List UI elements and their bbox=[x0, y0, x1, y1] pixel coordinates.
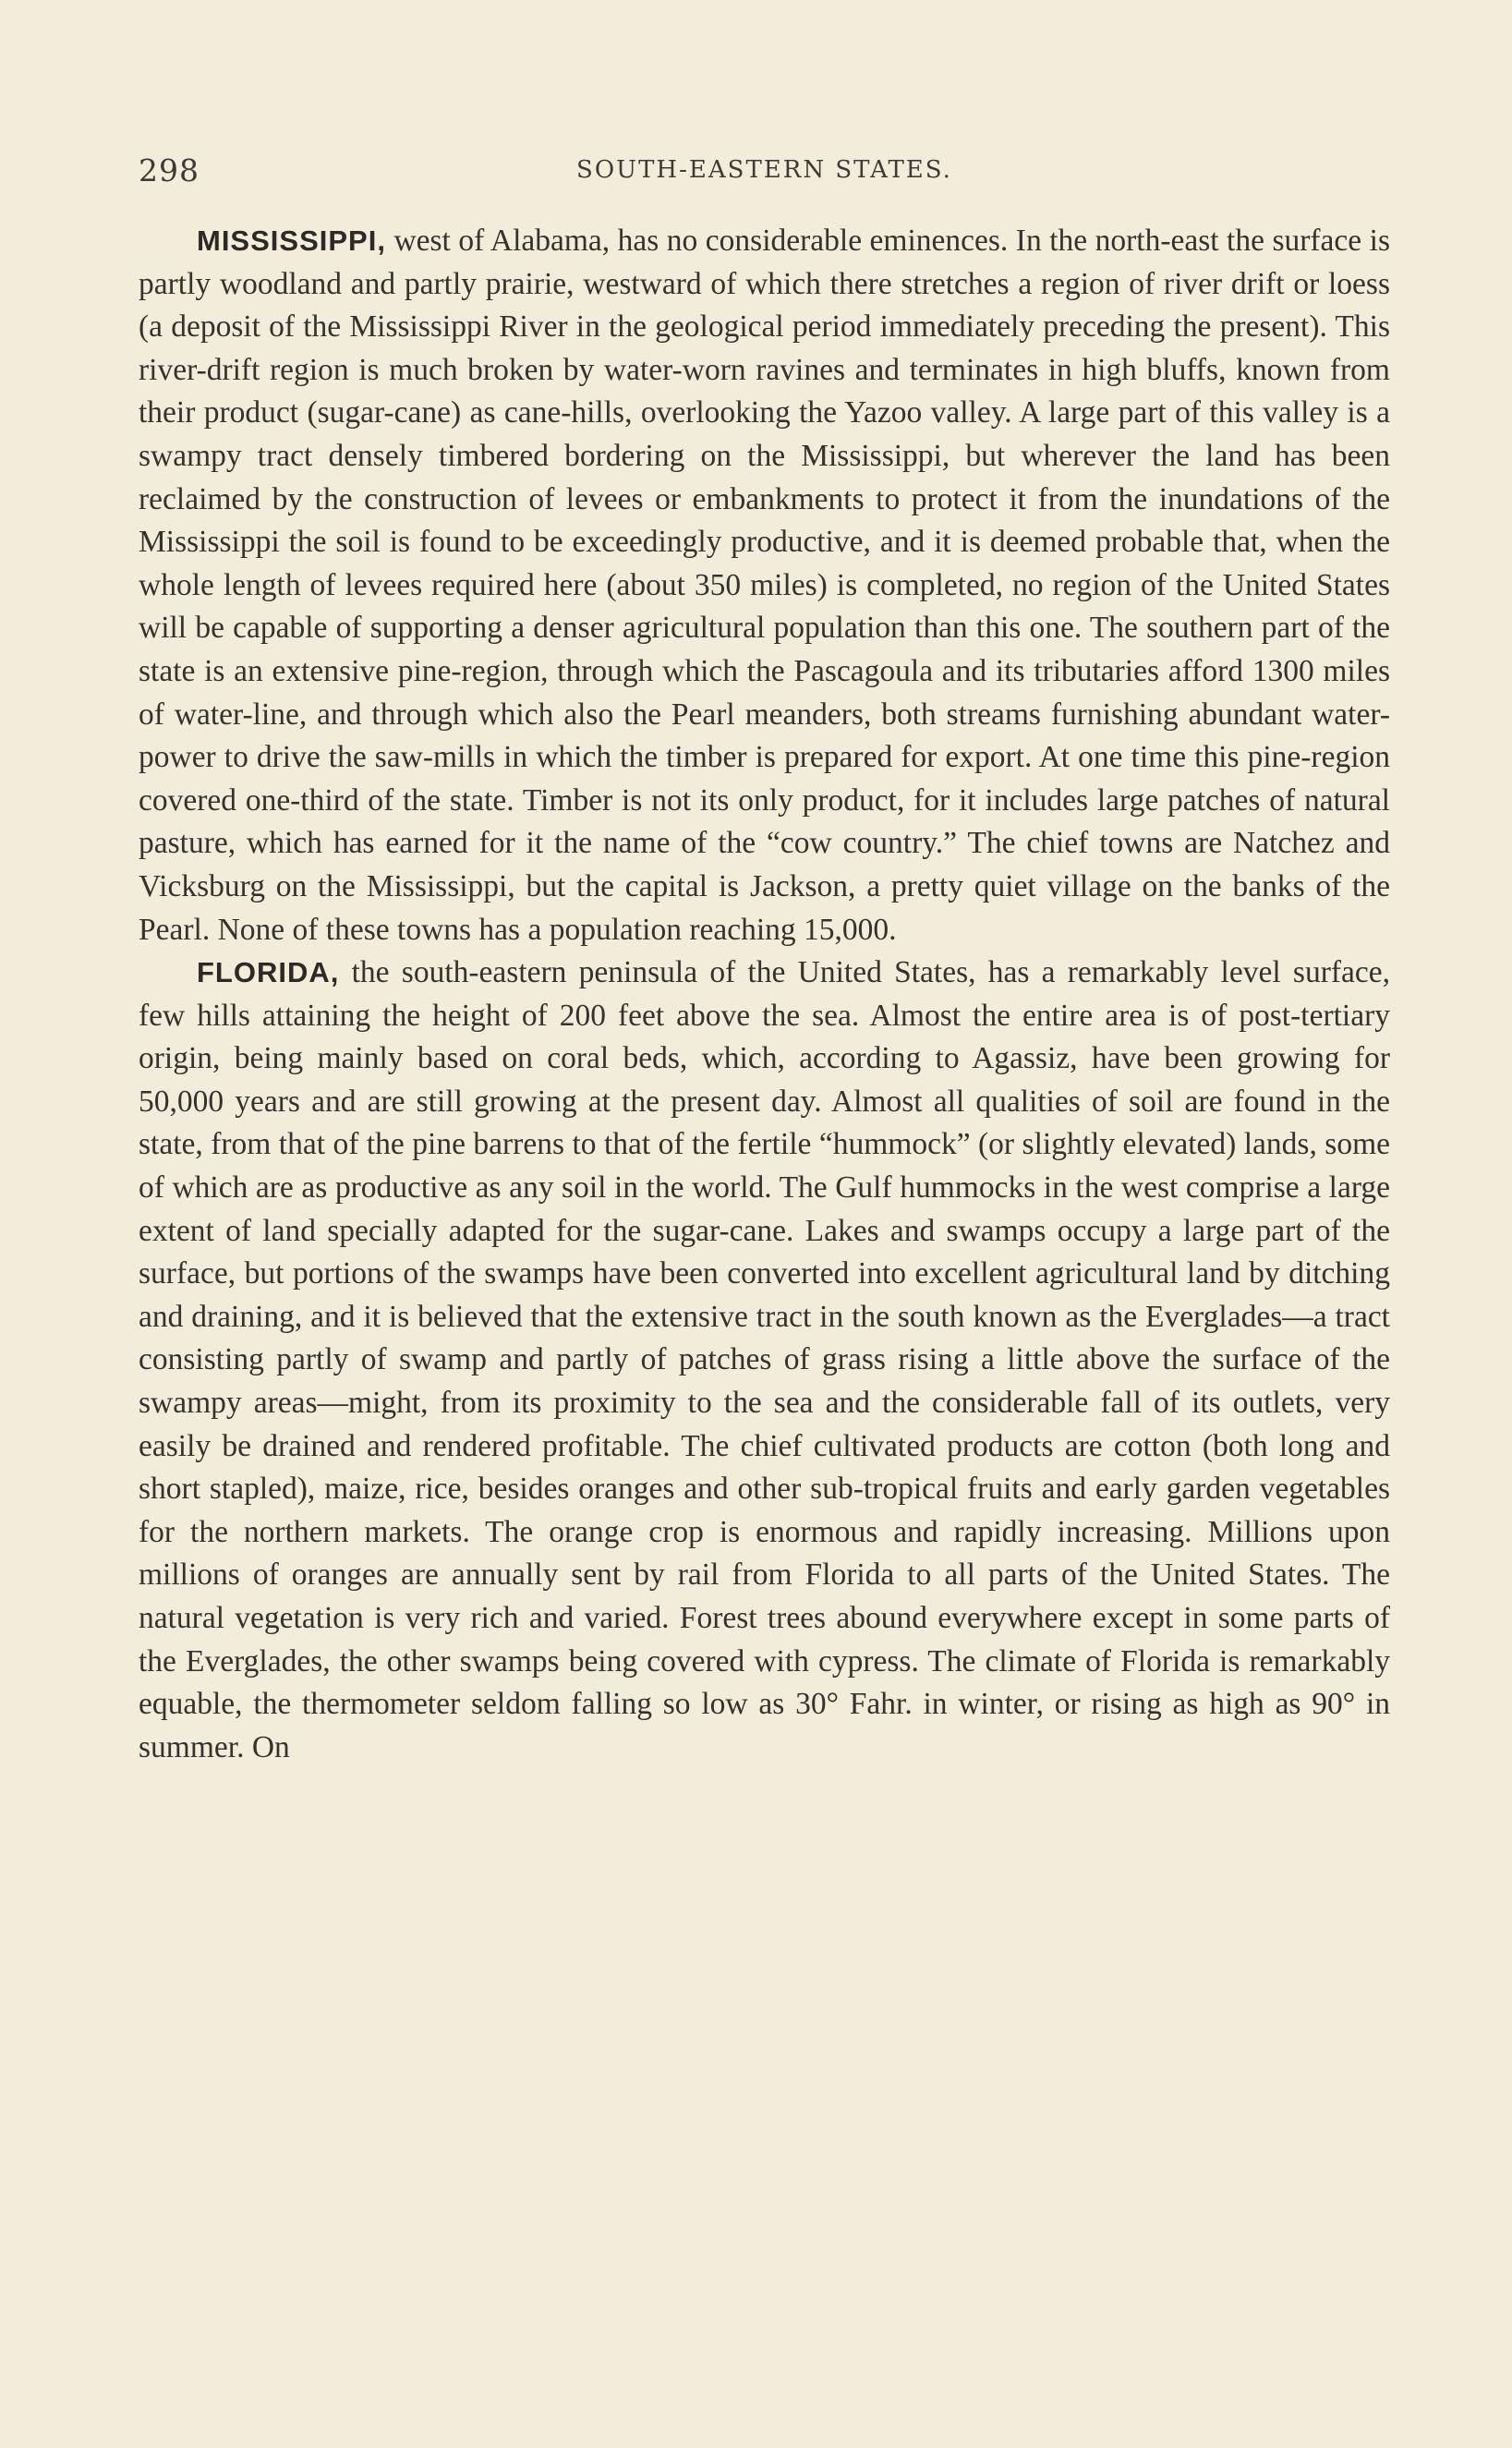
paragraph-text: the south-eastern peninsula of the United States, has a remarkably level surface, few hills attaining the height of 200 feet above the sea. Almost the entire area is of post-tertiary origin, being mainly based on coral beds, which, according to Agassiz, have been growing for 50,000 years and are still growing at the present day. Almost all qualities of soil are found in the state, from that of the pine barrens to that of the fertile “hummock” (or slightly elevated) lands, some of which are as productive as any soil in the world. The Gulf hummocks in the west comprise a large extent of land specially adapted for the sugar-cane. Lakes and swamps occupy a large part of the surface, but portions of the swamps have been converted into excellent agricultural land by ditching and draining, and it is believed that the extensive tract in the south known as the Everglades—a tract consisting partly of swamp and partly of patches of grass rising a little above the surface of the swampy areas—might, from its proximity to the sea and the considerable fall of its outlets, very easily be drained and rendered profitable. The chief cultivated products are cotton (both long and short stapled), maize, rice, besides oranges and other sub-tropical fruits and early garden vegetables for the northern markets. The orange crop is enormous and rapidly increasing. Millions upon millions of oranges are annually sent by rail from Florida to all parts of the United States. The natural vegetation is very rich and varied. Forest trees abound everywhere except in some parts of the Everglades, the other swamps being covered with cypress. The climate of Florida is remarkably equable, the thermometer seldom falling so low as 30° Fahr. in winter, or rising as high as 90° in summer. On bbox=[139, 955, 1390, 1764]
paragraph-term: MISSISSIPPI, bbox=[197, 224, 386, 257]
paragraph-term: FLORIDA, bbox=[197, 956, 340, 989]
body-text bbox=[139, 220, 1390, 1769]
page-header bbox=[139, 152, 1390, 197]
page-number: 298 bbox=[139, 152, 200, 188]
paragraph-text: west of Alabama, has no considerable eminences. In the north-east the surface is partly woodland and partly prairie, westward of which there stretches a region of river drift or loess (a deposit of the Mississippi River in the geological period immediately preceding the present). This river-drift region is much broken by water-worn ravines and terminates in high bluffs, known from their product (sugar-cane) as cane-hills, overlooking the Yazoo valley. A large part of this valley is a swampy tract densely timbered bordering on the Mississippi, but wherever the land has been reclaimed by the construction of levees or embankments to protect it from the inundations of the Mississippi the soil is found to be exceedingly productive, and it is deemed probable that, when the whole length of levees required here (about 350 miles) is completed, no region of the United States will be capable of supporting a denser agricultural population than this one. The southern part of the state is an extensive pine-region, through which the Pascagoula and its tributaries afford 1300 miles of water-line, and through which also the Pearl meanders, both streams furnishing abundant water-power to drive the saw-mills in which the timber is prepared for export. At one time this pine-region covered one-third of the state. Timber is not its only product, for it includes large patches of natural pasture, which has earned for it the name of the “cow country.” The chief towns are Natchez and Vicksburg on the Mississippi, but the capital is Jackson, a pretty quiet village on the banks of the Pearl. None of these towns has a population reaching 15,000. bbox=[139, 224, 1390, 947]
paragraph-florida bbox=[139, 951, 1390, 1769]
running-head: SOUTH-EASTERN STATES. bbox=[576, 156, 952, 184]
paragraph-mississippi bbox=[139, 220, 1390, 951]
